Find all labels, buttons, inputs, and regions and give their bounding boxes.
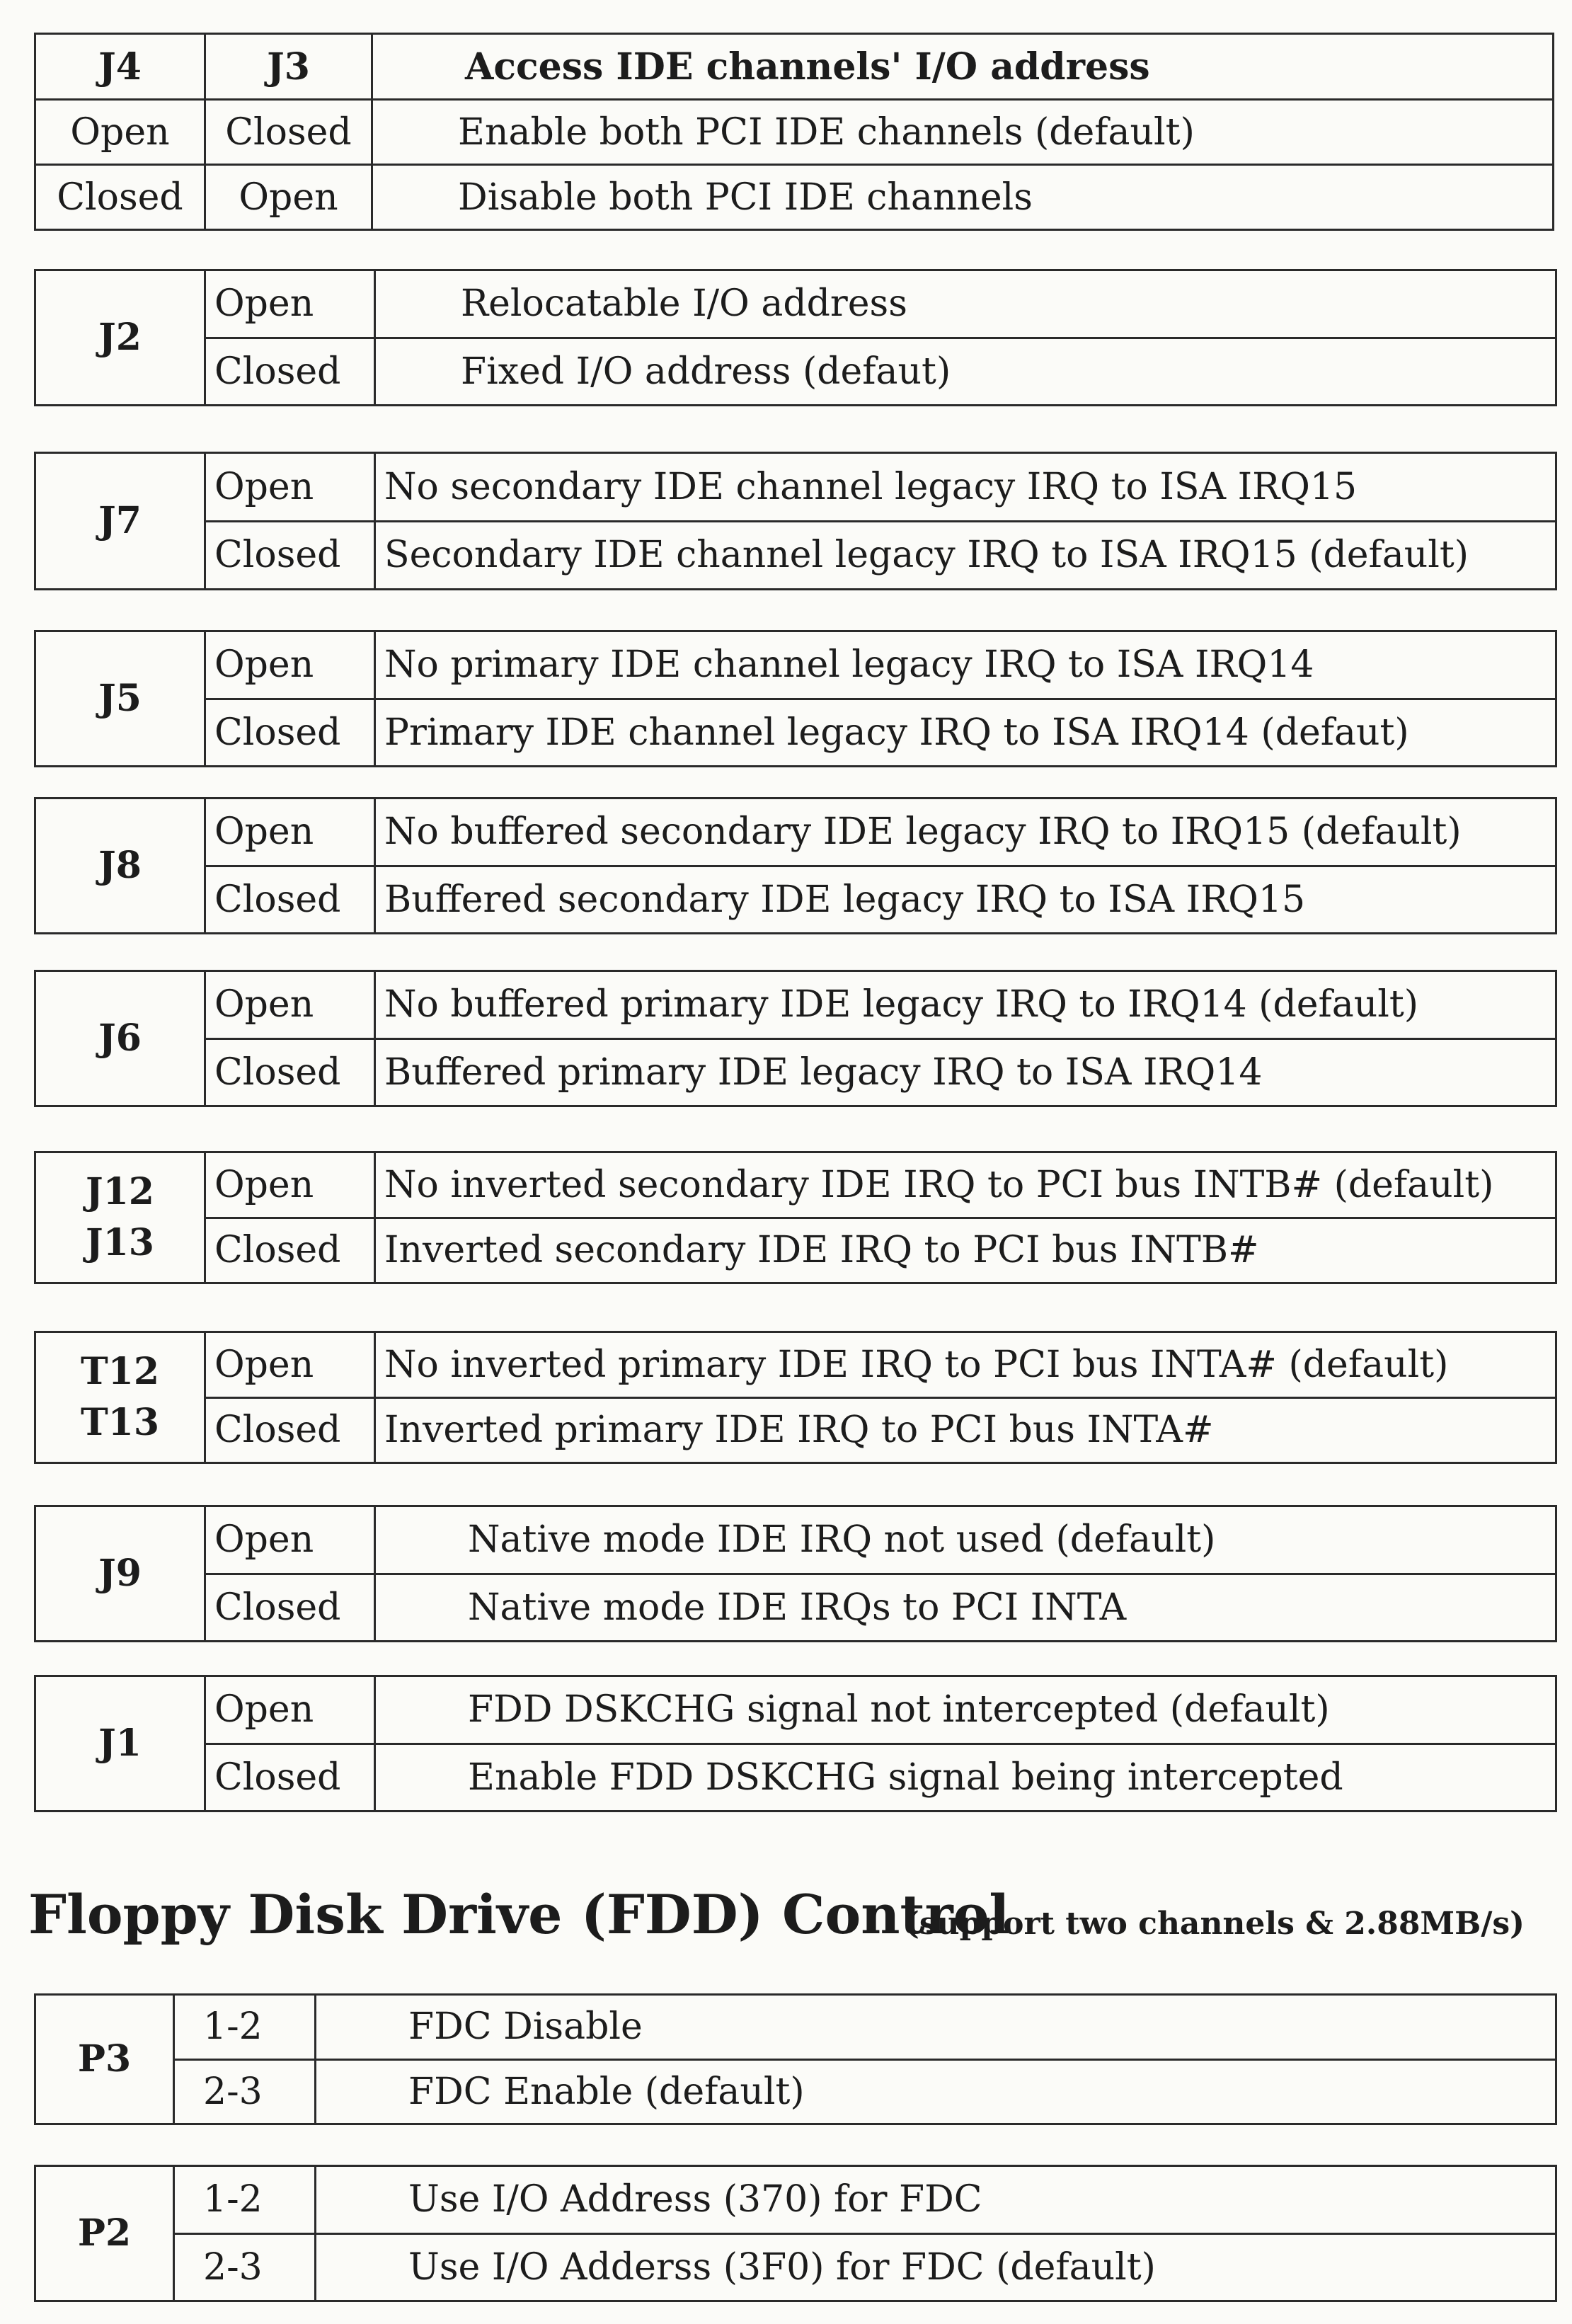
row-description: Enable both PCI IDE channels (default) [372, 100, 1554, 165]
jumper-table-p3 [34, 1993, 1557, 2125]
table-row [35, 453, 1556, 522]
jumper-state: Closed [205, 699, 375, 767]
table-row [35, 1152, 1556, 1218]
jumper-description: Enable FDD DSKCHG signal being intercepted [375, 1744, 1556, 1811]
jumper-table-j2 [34, 269, 1557, 406]
jumper-state: Open [205, 1506, 375, 1574]
j4-state: Open [35, 100, 205, 165]
jumper-table-j8 [34, 797, 1557, 934]
jumper-description: FDC Disable [316, 1995, 1556, 2060]
jumper-state: 1-2 [174, 1995, 316, 2060]
jumper-description: No secondary IDE channel legacy IRQ to ISA IRQ15 [375, 453, 1556, 522]
jumper-state: Closed [205, 521, 375, 590]
header-description: Access IDE channels' I/O address [372, 34, 1554, 100]
table-row [35, 165, 1554, 230]
jumper-state: Closed [205, 1744, 375, 1811]
table-row [35, 631, 1556, 699]
table-header-row [35, 34, 1554, 100]
jumper-description: Use I/O Adderss (3F0) for FDC (default) [316, 2233, 1556, 2301]
table-row [35, 1995, 1556, 2060]
table-row [35, 338, 1556, 406]
j4-state: Closed [35, 165, 205, 230]
jumper-description: No buffered primary IDE legacy IRQ to IRQ14 (default) [375, 971, 1556, 1039]
jumper-description: Fixed I/O address (defaut) [375, 338, 1556, 406]
jumper-state: Open [205, 971, 375, 1039]
table-row [35, 971, 1556, 1039]
jumper-label: P2 [35, 2166, 174, 2301]
header-j4: J4 [35, 34, 205, 100]
jumper-state: Open [205, 270, 375, 338]
jumper-description: Buffered primary IDE legacy IRQ to ISA IRQ14 [375, 1038, 1556, 1106]
table-row [35, 2059, 1556, 2124]
jumper-state: 1-2 [174, 2166, 316, 2234]
jumper-state: Open [205, 1332, 375, 1398]
jumper-state: Open [205, 1152, 375, 1218]
jumper-label: J5 [35, 631, 205, 767]
jumper-table-j5 [34, 630, 1557, 767]
jumper-description: No inverted primary IDE IRQ to PCI bus INTA# (default) [375, 1332, 1556, 1398]
jumper-description: Use I/O Address (370) for FDC [316, 2166, 1556, 2234]
fdd-section-title: Floppy Disk Drive (FDD) Control [28, 1883, 1010, 1946]
table-row [35, 1744, 1556, 1811]
jumper-label-line1: T12 [80, 1350, 160, 1393]
jumper-table-t12-t13 [34, 1331, 1557, 1464]
j3-state: Closed [205, 100, 372, 165]
jumper-description: Secondary IDE channel legacy IRQ to ISA IRQ15 (default) [375, 521, 1556, 590]
jumper-state: Closed [205, 1574, 375, 1642]
table-row [35, 699, 1556, 767]
jumper-description: No inverted secondary IDE IRQ to PCI bus INTB# (default) [375, 1152, 1556, 1218]
jumper-state: Closed [205, 866, 375, 934]
jumper-state: Closed [205, 1038, 375, 1106]
jumper-state: Closed [205, 1397, 375, 1463]
j3-state: Open [205, 165, 372, 230]
jumper-description: Relocatable I/O address [375, 270, 1556, 338]
jumper-description: FDD DSKCHG signal not intercepted (default) [375, 1676, 1556, 1744]
table-row [35, 1676, 1556, 1744]
jumper-table-j1 [34, 1675, 1557, 1812]
jumper-state: Closed [205, 338, 375, 406]
jumper-table-p2 [34, 2165, 1557, 2302]
jumper-state: Closed [205, 1218, 375, 1283]
table-row [35, 1506, 1556, 1574]
table-row [35, 866, 1556, 934]
jumper-state: Open [205, 1676, 375, 1744]
jumper-label [35, 1332, 205, 1463]
table-row [35, 2166, 1556, 2234]
jumper-label: J1 [35, 1676, 205, 1811]
jumper-state: Open [205, 453, 375, 522]
table-row [35, 521, 1556, 590]
fdd-section-subtitle: (support two channels & 2.88MB/s) [905, 1906, 1525, 1942]
jumper-table-j6 [34, 970, 1557, 1107]
jumper-label: J7 [35, 453, 205, 590]
jumper-description: No primary IDE channel legacy IRQ to ISA IRQ14 [375, 631, 1556, 699]
jumper-table-j9 [34, 1505, 1557, 1642]
row-description: Disable both PCI IDE channels [372, 165, 1554, 230]
jumper-label-line1: J12 [86, 1170, 154, 1213]
jumper-description: Native mode IDE IRQs to PCI INTA [375, 1574, 1556, 1642]
table-row [35, 1332, 1556, 1398]
jumper-label-line2: T13 [80, 1401, 160, 1444]
jumper-label-line2: J13 [86, 1221, 154, 1264]
jumper-state: Open [205, 631, 375, 699]
jumper-table-j12-j13 [34, 1151, 1557, 1284]
jumper-label: J9 [35, 1506, 205, 1642]
jumper-label: J2 [35, 270, 205, 406]
jumper-description: Primary IDE channel legacy IRQ to ISA IRQ14 (defaut) [375, 699, 1556, 767]
jumper-description: Native mode IDE IRQ not used (default) [375, 1506, 1556, 1574]
jumper-description: No buffered secondary IDE legacy IRQ to IRQ15 (default) [375, 798, 1556, 866]
jumper-description: Buffered secondary IDE legacy IRQ to ISA IRQ15 [375, 866, 1556, 934]
table-row [35, 100, 1554, 165]
ide-io-table [34, 33, 1554, 231]
jumper-label: J8 [35, 798, 205, 934]
jumper-label [35, 1152, 205, 1283]
table-row [35, 2233, 1556, 2301]
table-row [35, 270, 1556, 338]
jumper-label: J6 [35, 971, 205, 1106]
jumper-description: Inverted primary IDE IRQ to PCI bus INTA# [375, 1397, 1556, 1463]
jumper-state: Open [205, 798, 375, 866]
jumper-description: Inverted secondary IDE IRQ to PCI bus INTB# [375, 1218, 1556, 1283]
jumper-state: 2-3 [174, 2059, 316, 2124]
table-row [35, 1574, 1556, 1642]
jumper-description: FDC Enable (default) [316, 2059, 1556, 2124]
table-row [35, 1218, 1556, 1283]
table-row [35, 1038, 1556, 1106]
table-row [35, 1397, 1556, 1463]
jumper-table-j7 [34, 452, 1557, 590]
jumper-label: P3 [35, 1995, 174, 2124]
jumper-state: 2-3 [174, 2233, 316, 2301]
table-row [35, 798, 1556, 866]
header-j3: J3 [205, 34, 372, 100]
